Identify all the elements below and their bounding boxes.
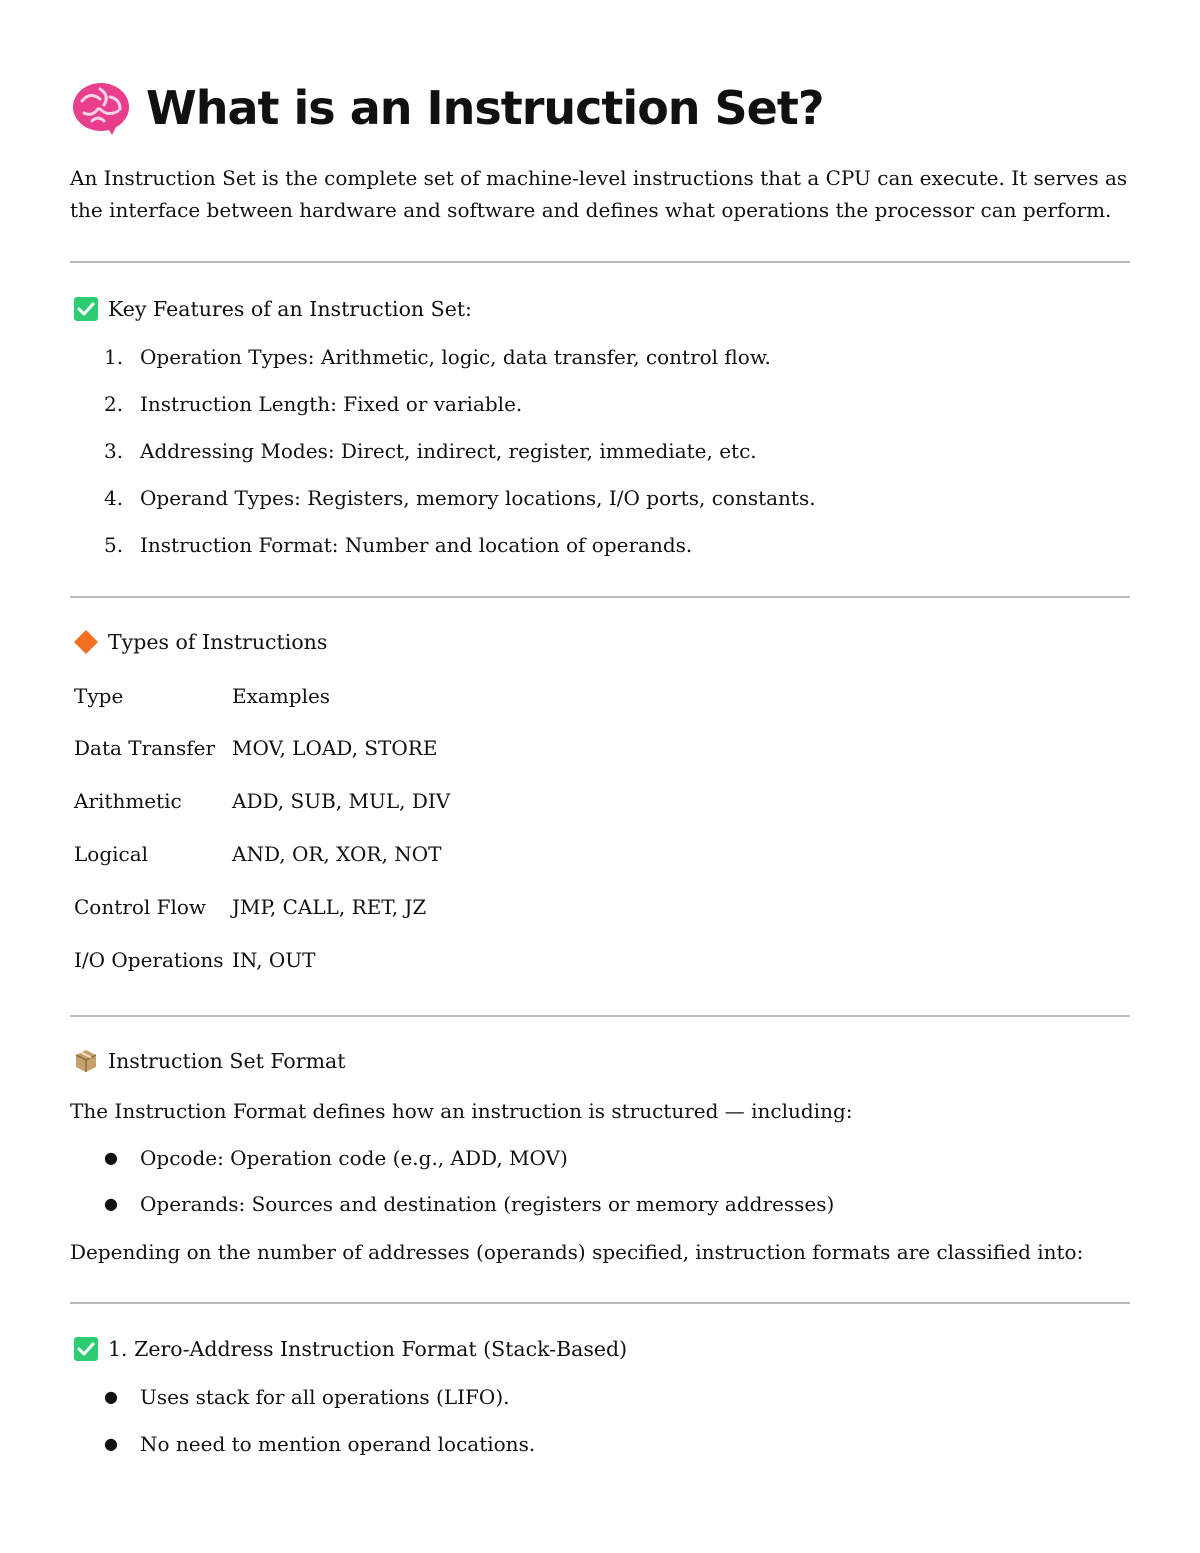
- package-icon: [74, 1049, 98, 1073]
- list-item: Operands: Sources and destination (registers or memory addresses): [140, 1192, 835, 1216]
- table-header-type: Type: [74, 684, 124, 708]
- list-number: 3.: [104, 439, 124, 463]
- table-cell-type: Data Transfer: [74, 736, 216, 760]
- list-number: 4.: [104, 486, 124, 510]
- table-cell-examples: ADD, SUB, MUL, DIV: [232, 789, 451, 813]
- page-title: [70, 72, 824, 144]
- intro-paragraph: [70, 162, 1130, 226]
- divider: [70, 1015, 1130, 1017]
- list-item: Operation Types: Arithmetic, logic, data transfer, control flow.: [140, 345, 771, 369]
- list-item: Operand Types: Registers, memory locations, I/O ports, constants.: [140, 486, 816, 510]
- list-number: 1.: [104, 345, 124, 369]
- list-item: Uses stack for all operations (LIFO).: [140, 1385, 510, 1409]
- title-text: What is an Instruction Set?: [146, 81, 824, 135]
- types-heading: [74, 626, 327, 658]
- zero-address-heading: [74, 1333, 627, 1365]
- table-header-examples: Examples: [232, 684, 331, 708]
- table-cell-examples: MOV, LOAD, STORE: [232, 736, 438, 760]
- types-heading-text: Types of Instructions: [108, 630, 328, 654]
- bullet-icon: ●: [104, 1434, 118, 1453]
- list-item: Opcode: Operation code (e.g., ADD, MOV): [140, 1146, 568, 1170]
- brain-icon: [70, 79, 132, 137]
- bullet-icon: ●: [104, 1148, 118, 1167]
- table-cell-type: Arithmetic: [74, 789, 182, 813]
- table-cell-type: Logical: [74, 842, 149, 866]
- features-heading: [74, 293, 472, 325]
- list-item: Addressing Modes: Direct, indirect, register, immediate, etc.: [140, 439, 757, 463]
- format-heading: [74, 1045, 345, 1077]
- format-outro: Depending on the number of addresses (operands) specified, instruction formats are classified into:: [70, 1240, 1084, 1264]
- features-heading-text: Key Features of an Instruction Set:: [108, 297, 472, 321]
- list-item: Instruction Format: Number and location of operands.: [140, 533, 693, 557]
- zero-address-heading-text: 1. Zero-Address Instruction Format (Stack-Based): [108, 1337, 628, 1361]
- intro-line-1: An Instruction Set is the complete set of machine-level instructions that a CPU can execute. It serves as: [70, 166, 1128, 190]
- check-box-icon: [74, 1337, 98, 1361]
- list-number: 2.: [104, 392, 124, 416]
- divider: [70, 1302, 1130, 1304]
- intro-line-2: the interface between hardware and software and defines what operations the processor can perform.: [70, 198, 1112, 222]
- bullet-icon: ●: [104, 1387, 118, 1406]
- table-cell-examples: IN, OUT: [232, 948, 316, 972]
- list-number: 5.: [104, 533, 124, 557]
- table-cell-examples: JMP, CALL, RET, JZ: [232, 895, 427, 919]
- list-item: No need to mention operand locations.: [140, 1432, 536, 1456]
- divider: [70, 596, 1130, 598]
- orange-diamond-icon: [74, 630, 98, 654]
- format-heading-text: Instruction Set Format: [108, 1049, 346, 1073]
- divider: [70, 261, 1130, 263]
- table-cell-type: Control Flow: [74, 895, 207, 919]
- format-intro: The Instruction Format defines how an instruction is structured — including:: [70, 1099, 853, 1123]
- bullet-icon: ●: [104, 1194, 118, 1213]
- list-item: Instruction Length: Fixed or variable.: [140, 392, 523, 416]
- check-box-icon: [74, 297, 98, 321]
- table-cell-examples: AND, OR, XOR, NOT: [232, 842, 442, 866]
- table-cell-type: I/O Operations: [74, 948, 224, 972]
